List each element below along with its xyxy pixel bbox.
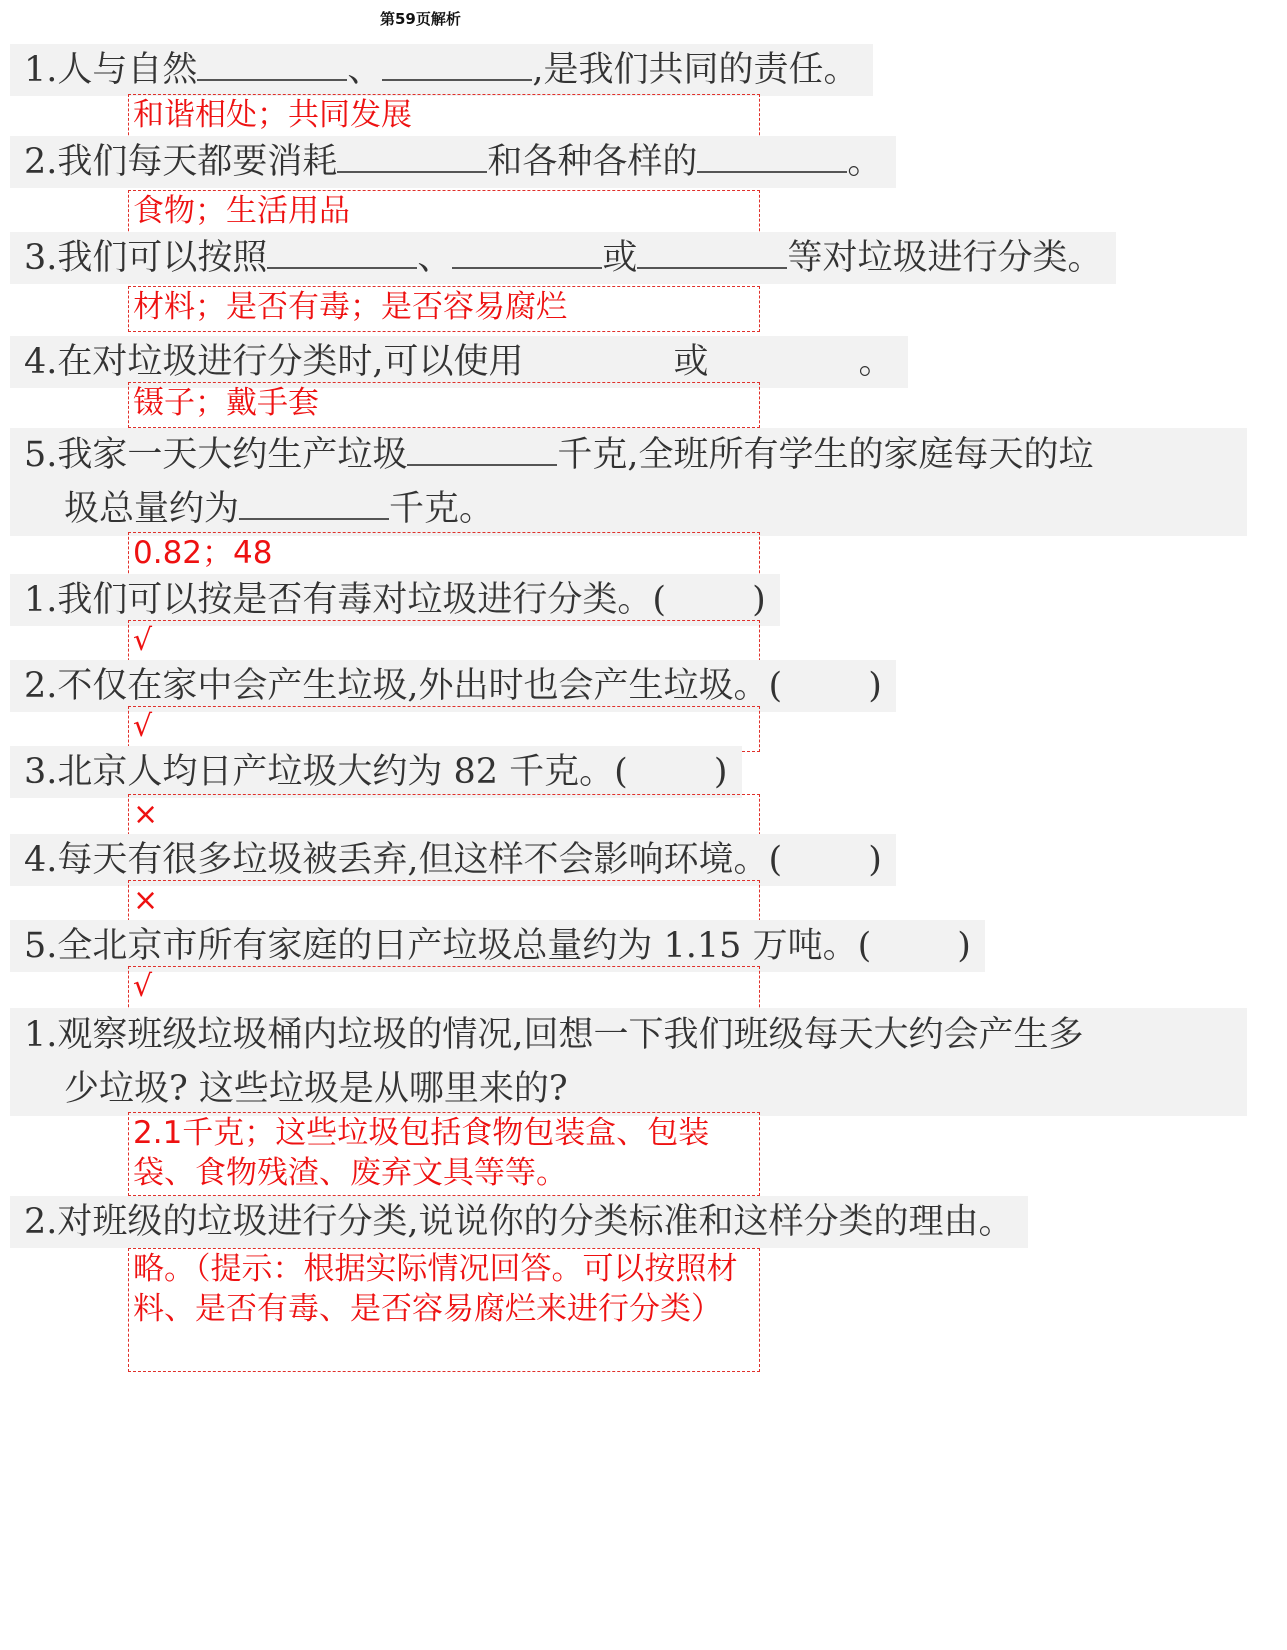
question-tf-2: 2.不仅在家中会产生垃圾,外出时也会产生垃圾。( ) xyxy=(10,660,896,712)
question-tf-3: 3.北京人均日产垃圾大约为 82 千克。( ) xyxy=(10,746,742,798)
answer-blank xyxy=(452,237,602,269)
answer-box-fill-5: 0.82；48 xyxy=(128,532,760,578)
answer-blank xyxy=(697,141,847,173)
question-fill-3: 3.我们可以按照 、 或 等对垃圾进行分类。 xyxy=(10,232,1116,284)
answer-box-tf-1: √ xyxy=(128,620,760,666)
question-tf-4: 4.每天有很多垃圾被丢弃,但这样不会影响环境。( ) xyxy=(10,834,896,886)
question-practice-2: 2.对班级的垃圾进行分类,说说你的分类标准和这样分类的理由。 xyxy=(10,1196,1028,1248)
answer-box-tf-5: √ xyxy=(128,966,760,1012)
answer-box-tf-4: × xyxy=(128,880,760,926)
answer-blank xyxy=(382,49,532,81)
answer-box-practice-2: 略。（提示：根据实际情况回答。可以按照材料、是否有毒、是否容易腐烂来进行分类） xyxy=(128,1248,760,1372)
answer-box-tf-2: √ xyxy=(128,706,760,752)
answer-box-fill-3: 材料；是否有毒；是否容易腐烂 xyxy=(128,286,760,332)
answer-blank xyxy=(267,237,417,269)
answer-blank xyxy=(524,341,674,373)
answer-blank xyxy=(637,237,787,269)
question-tf-1: 1.我们可以按是否有毒对垃圾进行分类。( ) xyxy=(10,574,780,626)
answer-blank xyxy=(407,434,557,466)
page-title: 第59页解析 xyxy=(380,10,461,28)
answer-box-practice-1: 2.1千克；这些垃圾包括食物包装盒、包装袋、食物残渣、废弃文具等等。 xyxy=(128,1112,760,1196)
answer-blank xyxy=(337,141,487,173)
answer-blank xyxy=(197,49,347,81)
question-tf-5: 5.全北京市所有家庭的日产垃圾总量约为 1.15 万吨。( ) xyxy=(10,920,985,972)
answer-box-fill-4: 镊子；戴手套 xyxy=(128,382,760,428)
answer-blank xyxy=(239,488,389,520)
question-fill-1: 1.人与自然 、 ,是我们共同的责任。 xyxy=(10,44,873,96)
answer-box-tf-3: × xyxy=(128,794,760,840)
question-practice-1: 1.观察班级垃圾桶内垃圾的情况,回想一下我们班级每天大约会产生多 少垃圾? 这些垃圾是从哪里来的? xyxy=(10,1008,1247,1116)
answer-blank xyxy=(709,341,859,373)
question-fill-5: 5.我家一天大约生产垃圾 千克,全班所有学生的家庭每天的垃 圾总量约为 千克。 xyxy=(10,428,1247,536)
answer-box-fill-2: 食物；生活用品 xyxy=(128,190,760,236)
answer-box-fill-1: 和谐相处；共同发展 xyxy=(128,94,760,140)
question-fill-4: 4.在对垃圾进行分类时,可以使用 或 。 xyxy=(10,336,908,388)
question-fill-2: 2.我们每天都要消耗 和各种各样的 。 xyxy=(10,136,896,188)
